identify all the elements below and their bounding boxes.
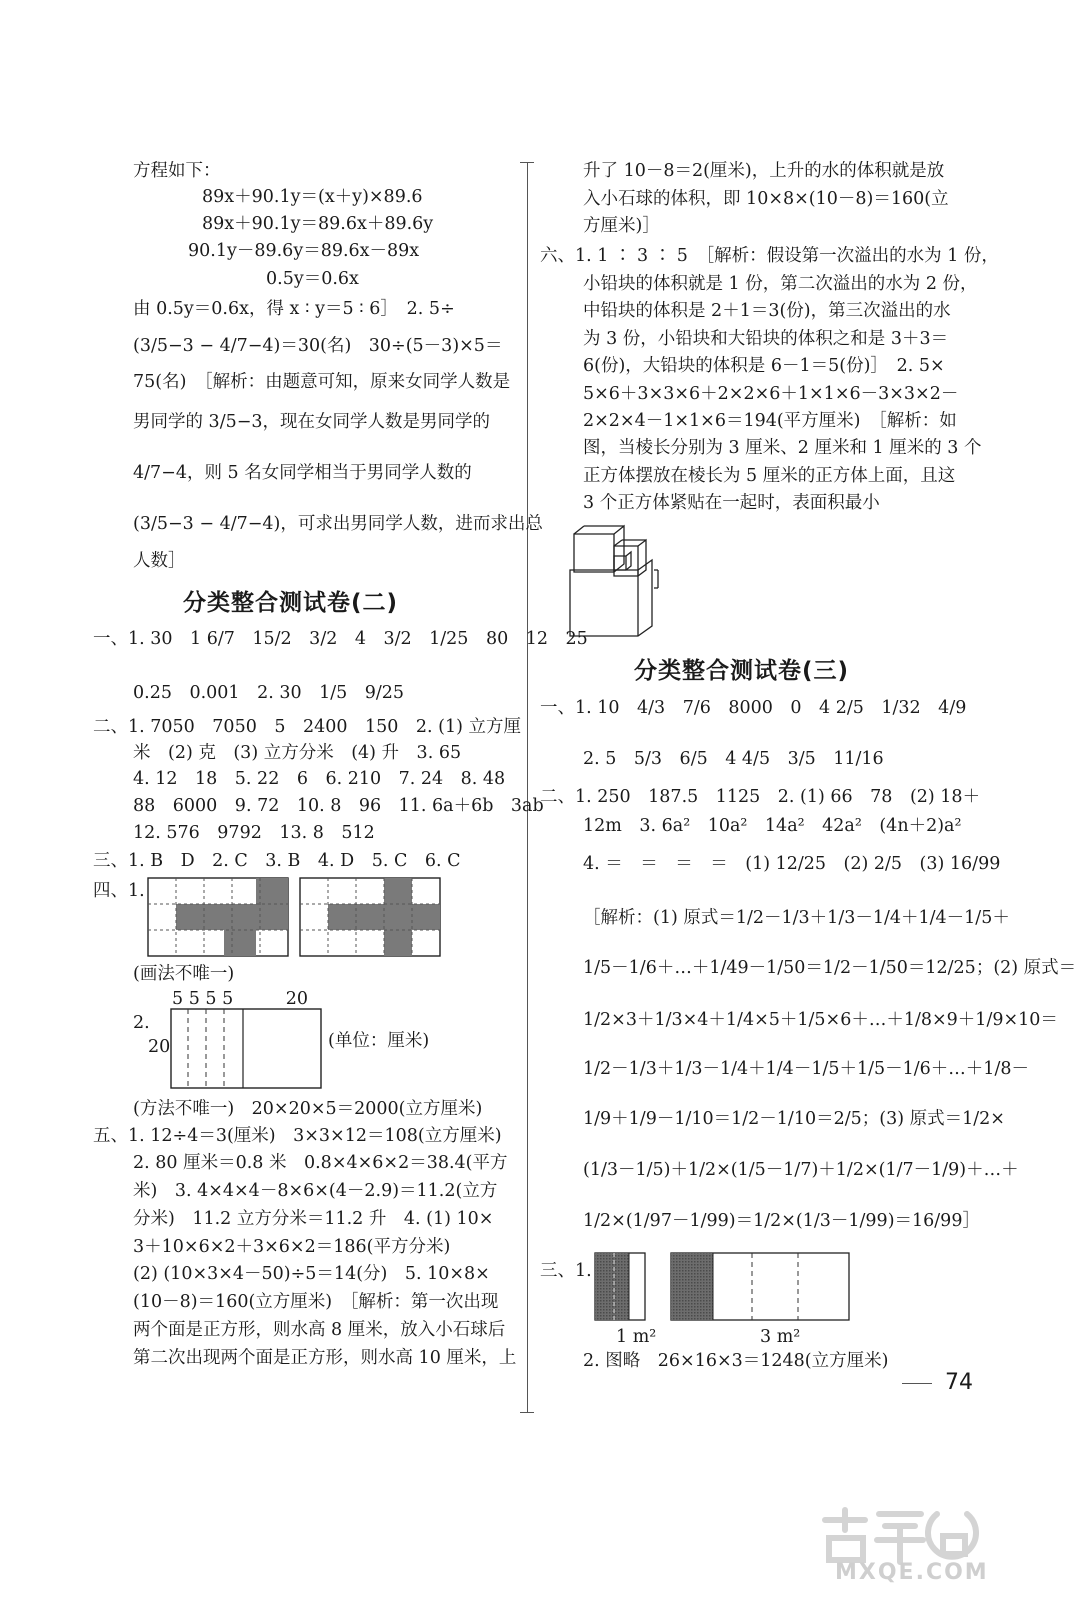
text-line: 方程如下： bbox=[133, 161, 221, 181]
answer-line: 两个面是正方形，则水高 8 厘米，放入小石球后 bbox=[133, 1320, 506, 1340]
area-figure-3m2 bbox=[671, 1253, 849, 1320]
divider-tick bbox=[520, 1412, 534, 1413]
answer-line: (10－8)＝160(立方厘米) ［解析：第一次出现 bbox=[133, 1292, 499, 1312]
answer-line: 三、1. bbox=[540, 1261, 592, 1281]
area-figure-pair bbox=[594, 1252, 852, 1322]
text-line: 75(名) ［解析：由题意可知，原来女同学人数是 bbox=[133, 372, 511, 392]
text-line: 3 个正方体紧贴在一起时，表面积最小 bbox=[583, 493, 880, 513]
area-figure-1m2 bbox=[595, 1253, 645, 1320]
text-line: 6(份)，大铅块的体积是 6－1＝5(份)］ 2. 5× bbox=[583, 356, 945, 376]
text-line: 方厘米)］ bbox=[583, 216, 660, 236]
figure-label: (单位：厘米) bbox=[328, 1031, 430, 1051]
solution-line: 1/2－1/3＋1/3－1/4＋1/4－1/5＋1/5－1/6＋…＋1/8－ bbox=[583, 1059, 1029, 1079]
text-line: 5×6＋3×3×6＋2×2×6＋1×1×6－3×3×2－ bbox=[583, 384, 959, 404]
answer-line: 3＋10×6×2＋3×6×2＝186(平方分米) bbox=[133, 1237, 451, 1257]
watermark-site: MXQE.COM bbox=[835, 1560, 989, 1585]
answer-line: (2) (10×3×4－50)÷5＝14(分) 5. 10×8× bbox=[133, 1264, 490, 1284]
text-line: 中铅块的体积是 2＋1＝3(份)，第三次溢出的水 bbox=[583, 301, 951, 321]
grid-figure-pair bbox=[148, 876, 442, 958]
equation-line: 89x＋90.1y＝89.6x＋89.6y bbox=[202, 214, 434, 234]
answer-line: 12m 3. 6a² 10a² 14a² 42a² (4n＋2)a² bbox=[583, 816, 962, 836]
answer-line: 米 (2) 克 (3) 立方分米 (4) 升 3. 65 bbox=[133, 743, 462, 763]
answer-line: 0.25 0.001 2. 30 1/5 9/25 bbox=[133, 683, 405, 703]
answer-line: 2. 80 厘米＝0.8 米 0.8×4×6×2＝38.4(平方 bbox=[133, 1153, 508, 1173]
page-number: 74 bbox=[945, 1370, 973, 1395]
divider-tick bbox=[520, 162, 534, 163]
equation-line: 90.1y－89.6y＝89.6x－89x bbox=[188, 241, 420, 261]
text-line: 男同学的 3/5−3，现在女同学人数是男同学的 bbox=[133, 412, 491, 432]
figure-label: 3 m² bbox=[760, 1327, 801, 1347]
item-number: 2. bbox=[133, 1013, 150, 1033]
text-line: 为 3 份，小铅块和大铅块的体积之和是 3＋3＝ bbox=[583, 329, 949, 349]
section-heading: 分类整合测试卷(二) bbox=[183, 590, 399, 616]
figure-label: 5 5 5 5 20 bbox=[172, 989, 308, 1009]
equation-line: 89x＋90.1y＝(x＋y)×89.6 bbox=[202, 187, 423, 207]
section-heading: 分类整合测试卷(三) bbox=[634, 658, 850, 684]
figure-label: 20 bbox=[148, 1037, 171, 1057]
text-line: 图，当棱长分别为 3 厘米、2 厘米和 1 厘米的 3 个 bbox=[583, 438, 982, 458]
text-line: 人数］ bbox=[133, 551, 186, 571]
text-line: (画法不唯一) bbox=[133, 964, 235, 984]
text-line: (3/5−3 − 4/7−4)＝30(名) 30÷(5－3)×5＝ bbox=[133, 336, 503, 356]
text-line: 4/7−4，则 5 名女同学相当于男同学人数的 bbox=[133, 463, 472, 483]
text-line: 升了 10－8＝2(厘米)，上升的水的体积就是放 bbox=[583, 161, 945, 181]
answer-line: 一、1. 10 4/3 7/6 8000 0 4 2/5 1/32 4/9 bbox=[540, 698, 967, 718]
answer-line: 4. ＝ ＝ ＝ ＝ (1) 12/25 (2) 2/5 (3) 16/99 bbox=[583, 854, 1001, 874]
solution-line: 1/5－1/6＋…＋1/49－1/50＝1/2－1/50＝12/25；(2) 原式＝ bbox=[583, 958, 1076, 978]
answer-line: 一、1. 30 1 6/7 15/2 3/2 4 3/2 1/25 80 12 25 bbox=[93, 629, 588, 649]
answer-line: 五、1. 12÷4＝3(厘米) 3×3×12＝108(立方厘米) bbox=[93, 1126, 502, 1146]
answer-line: 四、1. bbox=[93, 881, 145, 901]
text-line: (3/5−3 − 4/7−4)，可求出男同学人数，进而求出总 bbox=[133, 514, 543, 534]
answer-line: 2. 图略 26×16×3＝1248(立方厘米) bbox=[583, 1351, 889, 1371]
text-line: 小铅块的体积就是 1 份，第二次溢出的水为 2 份， bbox=[583, 274, 978, 294]
solution-line: ［解析：(1) 原式＝1/2－1/3＋1/3－1/4＋1/4－1/5＋ bbox=[583, 908, 1010, 928]
text-line: 正方体摆放在棱长为 5 厘米的正方体上面，且这 bbox=[583, 466, 956, 486]
solution-line: 1/9＋1/9－1/10＝1/2－1/10＝2/5；(3) 原式＝1/2× bbox=[583, 1109, 1005, 1129]
text-line: 六、1. 1 ∶ 3 ∶ 5 ［解析：假设第一次溢出的水为 1 份， bbox=[540, 246, 999, 266]
answer-line: 4. 12 18 5. 22 6 6. 210 7. 24 8. 48 bbox=[133, 769, 506, 789]
answer-line: 米) 3. 4×4×4－8×6×(4－2.9)＝11.2(立方 bbox=[133, 1181, 498, 1201]
text-line: 由 0.5y＝0.6x，得 x ∶ y＝5 ∶ 6］ 2. 5÷ bbox=[133, 299, 455, 319]
answer-line: 88 6000 9. 72 10. 8 96 11. 6a＋6b 3ab bbox=[133, 796, 544, 816]
text-line: 2×2×4－1×1×6＝194(平方厘米) ［解析：如 bbox=[583, 411, 957, 431]
column-divider bbox=[527, 162, 528, 1412]
grid-figure-a bbox=[148, 878, 288, 956]
figure-label: 1 m² bbox=[616, 1327, 657, 1347]
solution-line: 1/2×3＋1/3×4＋1/4×5＋1/5×6＋…＋1/8×9＋1/9×10＝ bbox=[583, 1010, 1058, 1030]
answer-line: 二、1. 250 187.5 1125 2. (1) 66 78 (2) 18＋ bbox=[540, 787, 981, 807]
answer-line: (方法不唯一) 20×20×5＝2000(立方厘米) bbox=[133, 1099, 483, 1119]
text-line: 入小石球的体积，即 10×8×(10－8)＝160(立 bbox=[583, 189, 949, 209]
grid-figure-b bbox=[300, 878, 440, 956]
page-number-dash bbox=[902, 1383, 932, 1384]
solution-line: 1/2×(1/97－1/99)＝1/2×(1/3－1/99)＝16/99］ bbox=[583, 1211, 980, 1231]
rectangle-figure bbox=[170, 1008, 324, 1090]
answer-line: 二、1. 7050 7050 5 2400 150 2. (1) 立方厘 bbox=[93, 717, 522, 737]
solution-line: (1/3－1/5)＋1/2×(1/5－1/7)＋1/2×(1/7－1/9)＋…＋ bbox=[583, 1160, 1019, 1180]
answer-line: 2. 5 5/3 6/5 4 4/5 3/5 11/16 bbox=[583, 749, 884, 769]
answer-line: 分米) 11.2 立方分米＝11.2 升 4. (1) 10× bbox=[133, 1209, 494, 1229]
answer-line: 三、1. B D 2. C 3. B 4. D 5. C 6. C bbox=[93, 851, 461, 871]
stacked-cubes-figure bbox=[568, 520, 660, 638]
equation-line: 0.5y＝0.6x bbox=[266, 269, 359, 289]
answer-line: 第二次出现两个面是正方形，则水高 10 厘米，上 bbox=[133, 1348, 517, 1368]
answer-line: 12. 576 9792 13. 8 512 bbox=[133, 823, 375, 843]
